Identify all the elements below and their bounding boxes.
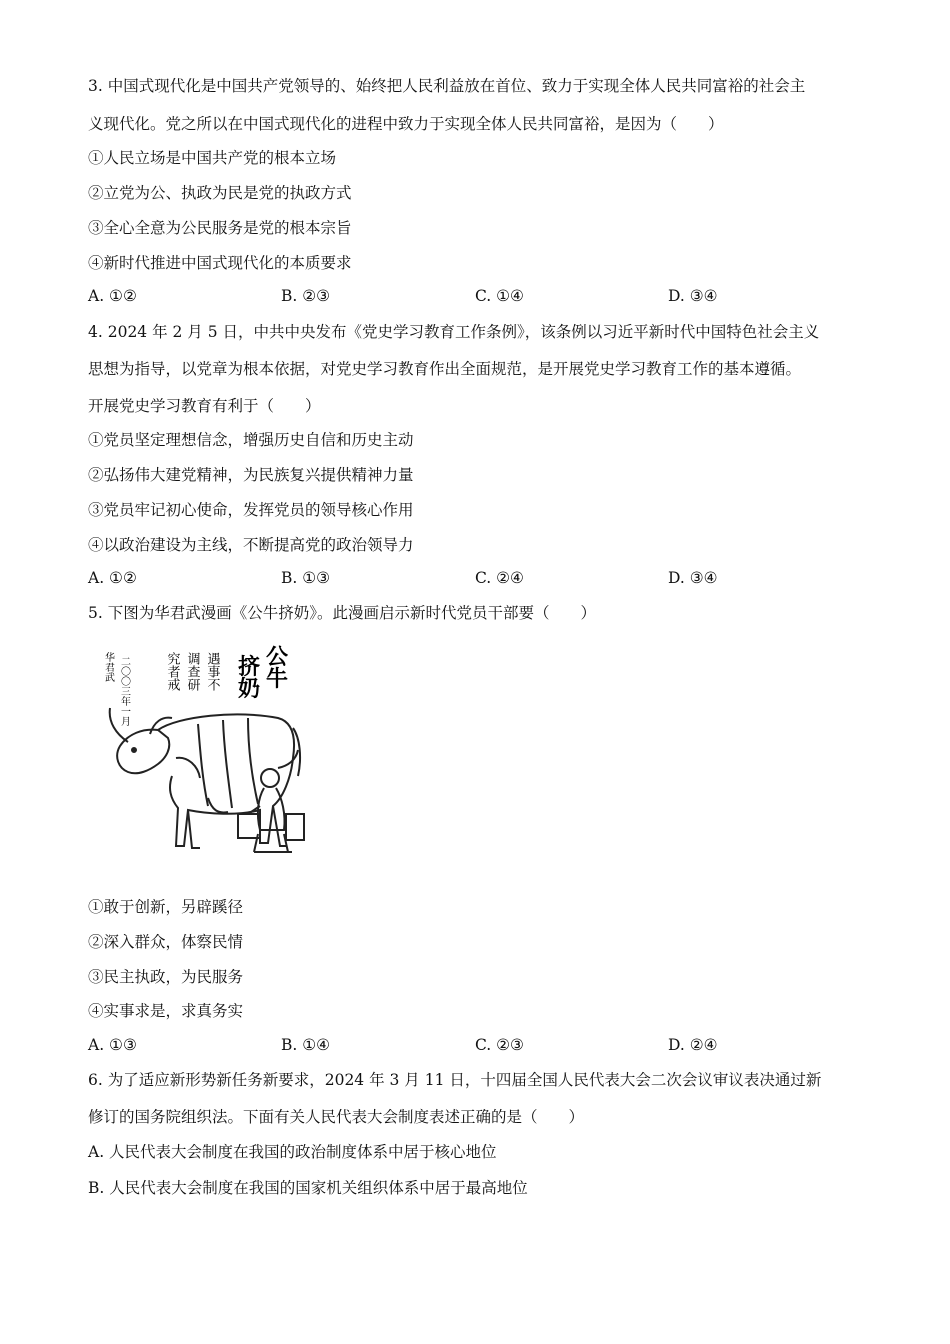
q6-option-a[interactable]: A. 人民代表大会制度在我国的政治制度体系中居于核心地位 [88, 1143, 497, 1161]
cartoon-signature: 华君武 [102, 652, 114, 682]
q4-item-3: ③党员牢记初心使命，发挥党员的领导核心作用 [88, 501, 414, 519]
cartoon-date: 二〇〇三年一月 [118, 656, 130, 726]
q6-option-b[interactable]: B. 人民代表大会制度在我国的国家机关组织体系中居于最高地位 [88, 1179, 528, 1197]
q5-option-b[interactable]: B. ①④ [281, 1036, 331, 1054]
cartoon-caption-col-3: 究者戒 [164, 652, 180, 691]
q5-item-3: ③民主执政，为民服务 [88, 968, 244, 986]
q4-stem-line-3: 开展党史学习教育有利于（ ） [88, 397, 321, 415]
q4-option-c[interactable]: C. ②④ [475, 569, 524, 587]
q4-stem-line-1: 4. 2024 年 2 月 5 日，中共中央发布《党史学习教育工作条例》，该条例以习近平新时代中国特色社会主义 [88, 323, 820, 341]
q4-item-4: ④以政治建设为主线，不断提高党的政治领导力 [88, 536, 414, 554]
q3-item-4: ④新时代推进中国式现代化的本质要求 [88, 254, 352, 272]
q3-stem-line-2: 义现代化。党之所以在中国式现代化的进程中致力于实现全体人民共同富裕，是因为（ ） [88, 115, 724, 133]
cartoon-caption-col-2: 调查研 [184, 652, 200, 691]
q5-stem-line-1: 5. 下图为华君武漫画《公牛挤奶》。此漫画启示新时代党员干部要（ ） [88, 604, 596, 622]
q5-option-d[interactable]: D. ②④ [668, 1036, 718, 1054]
q3-option-c[interactable]: C. ①④ [475, 287, 524, 305]
q6-stem-line-2: 修订的国务院组织法。下面有关人民代表大会制度表述正确的是（ ） [88, 1108, 585, 1126]
q3-option-d[interactable]: D. ③④ [668, 287, 718, 305]
q5-item-4: ④实事求是，求真务实 [88, 1002, 244, 1020]
q3-stem-line-1: 3. 中国式现代化是中国共产党领导的、始终把人民利益放在首位、致力于实现全体人民共同富裕的社会主 [88, 77, 806, 95]
cartoon-caption-col-1: 遇事不 [204, 652, 220, 691]
q4-item-1: ①党员坚定理想信念，增强历史自信和历史主动 [88, 431, 414, 449]
milker-figure [238, 750, 304, 852]
q5-option-a[interactable]: A. ①③ [88, 1036, 137, 1054]
q4-item-2: ②弘扬伟大建党精神，为民族复兴提供精神力量 [88, 466, 414, 484]
q3-option-a[interactable]: A. ①② [88, 287, 137, 305]
q5-option-c[interactable]: C. ②③ [475, 1036, 524, 1054]
q3-item-2: ②立党为公、执政为民是党的执政方式 [88, 184, 352, 202]
q6-stem-line-1: 6. 为了适应新形势新任务新要求，2024 年 3 月 11 日，十四届全国人民代表大会二次会议审议表决通过新 [88, 1071, 822, 1089]
bull-milking-cartoon [88, 638, 313, 878]
q4-option-b[interactable]: B. ①③ [281, 569, 331, 587]
q3-item-1: ①人民立场是中国共产党的根本立场 [88, 149, 337, 167]
q5-item-2: ②深入群众，体察民情 [88, 933, 244, 951]
q3-option-b[interactable]: B. ②③ [281, 287, 331, 305]
q4-stem-line-2: 思想为指导，以党章为根本依据，对党史学习教育作出全面规范，是开展党史学习教育工作的基本遵循。 [88, 360, 802, 378]
q4-option-a[interactable]: A. ①② [88, 569, 137, 587]
bull-drawing [110, 708, 300, 848]
q4-option-d[interactable]: D. ③④ [668, 569, 718, 587]
cartoon-title: 挤 公 奶 牛 [238, 644, 289, 702]
q3-item-3: ③全心全意为公民服务是党的根本宗旨 [88, 219, 352, 237]
q5-item-1: ①敢于创新，另辟蹊径 [88, 898, 244, 916]
